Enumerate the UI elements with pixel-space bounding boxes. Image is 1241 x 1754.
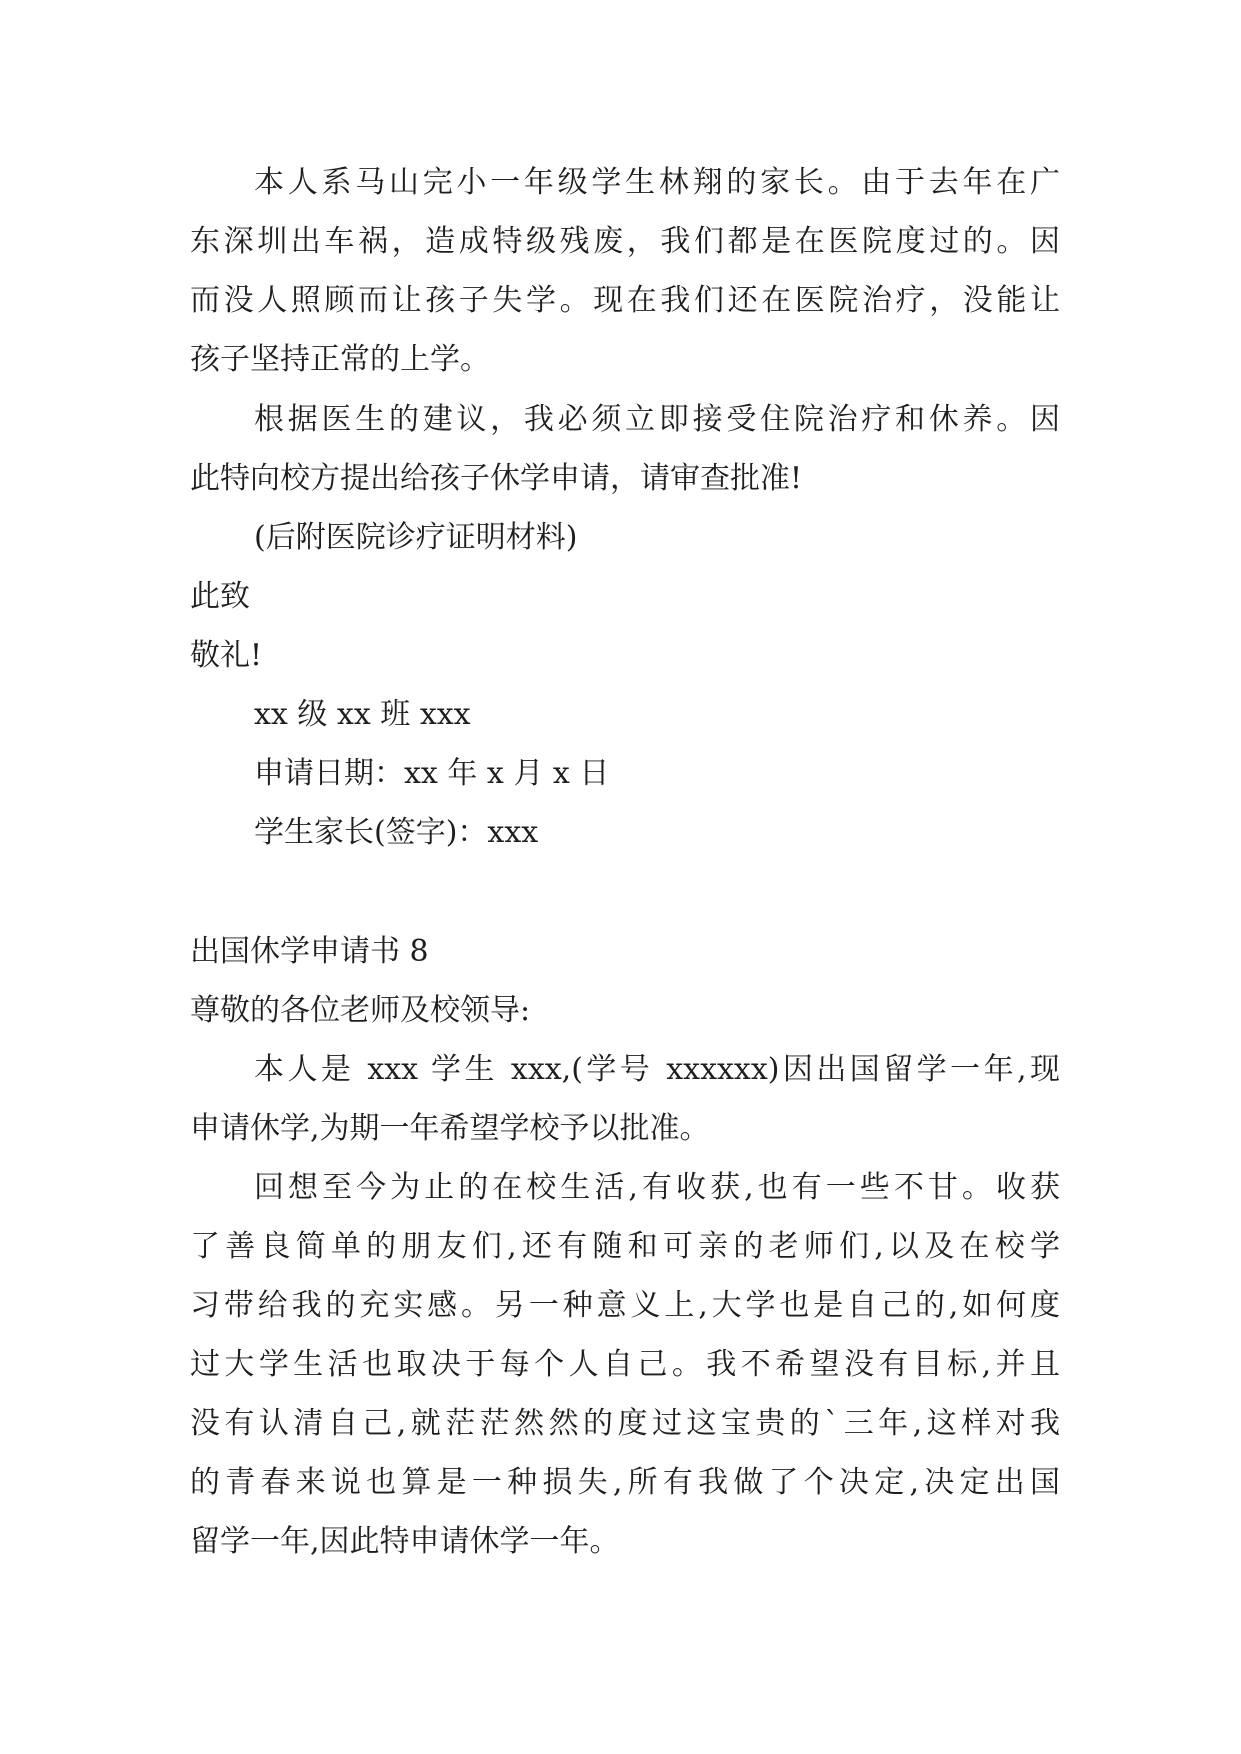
- s2-para2-line-5: 没有认清自己,就茫茫然然的度过这宝贵的`三年,这样对我: [190, 1406, 1060, 1441]
- class-info: xx 级 xx 班 xxx: [254, 697, 471, 732]
- s1-para1-line-3: 而没人照顾而让孩子失学。现在我们还在医院治疗，没能让: [190, 283, 1060, 318]
- salutation: 尊敬的各位老师及校领导:: [190, 993, 531, 1028]
- s1-para1-line-2: 东深圳出车祸，造成特级残废，我们都是在医院度过的。因: [190, 224, 1060, 259]
- attachment-note: (后附医院诊疗证明材料): [254, 520, 578, 555]
- parent-signature: 学生家长(签字)：xxx: [254, 815, 539, 850]
- s2-para2-line-6: 的青春来说也算是一种损失,所有我做了个决定,决定出国: [190, 1465, 1060, 1500]
- s2-para2-line-3: 习带给我的充实感。另一种意义上,大学也是自己的,如何度: [190, 1288, 1060, 1323]
- s2-para2-line-4: 过大学生活也取决于每个人自己。我不希望没有目标,并且: [190, 1347, 1060, 1382]
- closing-jing-li: 敬礼!: [190, 638, 263, 673]
- section-title: 出国休学申请书 8: [190, 934, 429, 969]
- s2-para2-line-2: 了善良简单的朋友们,还有随和可亲的老师们,以及在校学: [190, 1229, 1060, 1264]
- s1-para1-line-1: 本人系马山完小一年级学生林翔的家长。由于去年在广: [254, 165, 1060, 200]
- s1-para2-line-1: 根据医生的建议，我必须立即接受住院治疗和休养。因: [254, 402, 1060, 437]
- closing-ci-zhi: 此致: [190, 579, 250, 614]
- s2-para1-line-2: 申请休学,为期一年希望学校予以批准。: [190, 1111, 710, 1146]
- s2-para1-line-1: 本人是 xxx 学生 xxx,(学号 xxxxxx)因出国留学一年,现: [254, 1052, 1060, 1087]
- application-date: 申请日期：xx 年 x 月 x 日: [254, 756, 610, 791]
- s1-para2-line-2: 此特向校方提出给孩子休学申请，请审查批准!: [190, 461, 803, 496]
- s2-para2-line-7: 留学一年,因此特申请休学一年。: [190, 1524, 620, 1559]
- s2-para2-line-1: 回想至今为止的在校生活,有收获,也有一些不甘。收获: [254, 1170, 1060, 1205]
- s1-para1-line-4: 孩子坚持正常的上学。: [190, 342, 490, 377]
